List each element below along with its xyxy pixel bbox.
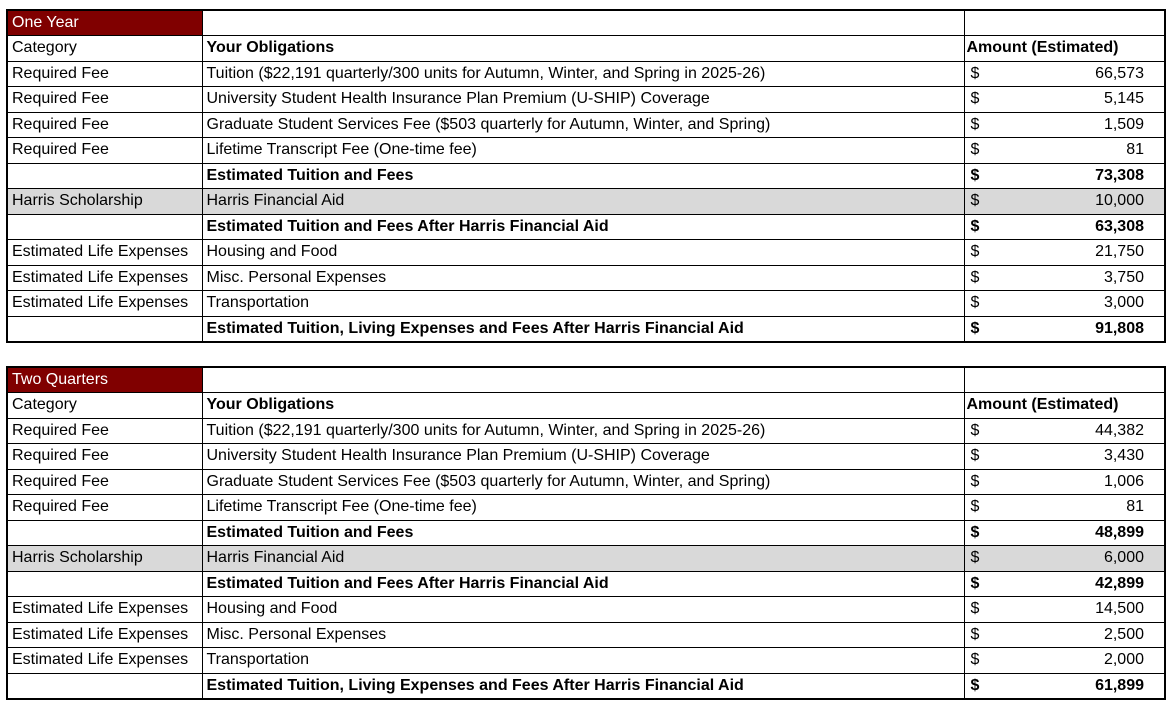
currency-cell: $ xyxy=(964,112,990,138)
one-year-table xyxy=(6,9,1166,343)
category-cell: Estimated Life Expenses xyxy=(7,648,202,674)
amount-cell: 81 xyxy=(990,495,1165,521)
amount-cell: 3,430 xyxy=(990,444,1165,470)
obligation-cell: University Student Health Insurance Plan Premium (U-SHIP) Coverage xyxy=(202,87,964,113)
amount-cell: 21,750 xyxy=(990,240,1165,266)
header-row xyxy=(7,36,1165,62)
amount-cell: 10,000 xyxy=(990,189,1165,215)
amount-cell: 42,899 xyxy=(990,571,1165,597)
category-header: Category xyxy=(7,36,202,62)
title-row-blank xyxy=(202,10,964,36)
obligation-cell: Graduate Student Services Fee ($503 quarterly for Autumn, Winter, and Spring) xyxy=(202,469,964,495)
obligations-header: Your Obligations xyxy=(202,36,964,62)
two-quarters-table-body xyxy=(7,367,1165,699)
obligation-cell: Graduate Student Services Fee ($503 quarterly for Autumn, Winter, and Spring) xyxy=(202,112,964,138)
currency-cell: $ xyxy=(964,444,990,470)
title-row xyxy=(7,10,1165,36)
category-cell: Required Fee xyxy=(7,418,202,444)
category-cell xyxy=(7,163,202,189)
category-cell: Required Fee xyxy=(7,495,202,521)
category-cell: Harris Scholarship xyxy=(7,189,202,215)
table-row xyxy=(7,87,1165,113)
category-cell: Estimated Life Expenses xyxy=(7,597,202,623)
amount-cell: 66,573 xyxy=(990,61,1165,87)
obligation-cell: Estimated Tuition, Living Expenses and Fees After Harris Financial Aid xyxy=(202,673,964,699)
obligation-cell: Harris Financial Aid xyxy=(202,189,964,215)
obligation-cell: Tuition ($22,191 quarterly/300 units for Autumn, Winter, and Spring in 2025-26) xyxy=(202,418,964,444)
amount-cell: 1,006 xyxy=(990,469,1165,495)
category-cell: Required Fee xyxy=(7,87,202,113)
total-row xyxy=(7,520,1165,546)
currency-cell: $ xyxy=(964,648,990,674)
category-cell: Estimated Life Expenses xyxy=(7,265,202,291)
amount-cell: 73,308 xyxy=(990,163,1165,189)
total-row xyxy=(7,316,1165,342)
currency-cell: $ xyxy=(964,571,990,597)
two-quarters-table xyxy=(6,366,1166,700)
table-title: Two Quarters xyxy=(7,367,202,393)
currency-cell: $ xyxy=(964,189,990,215)
table-row xyxy=(7,597,1165,623)
amount-cell: 6,000 xyxy=(990,546,1165,572)
currency-cell: $ xyxy=(964,418,990,444)
currency-cell: $ xyxy=(964,61,990,87)
currency-cell: $ xyxy=(964,597,990,623)
header-row xyxy=(7,393,1165,419)
category-header: Category xyxy=(7,393,202,419)
obligation-cell: Transportation xyxy=(202,291,964,317)
currency-cell: $ xyxy=(964,316,990,342)
obligation-cell: Misc. Personal Expenses xyxy=(202,265,964,291)
category-cell xyxy=(7,571,202,597)
table-row xyxy=(7,444,1165,470)
category-cell: Required Fee xyxy=(7,61,202,87)
table-row xyxy=(7,469,1165,495)
category-cell: Estimated Life Expenses xyxy=(7,240,202,266)
category-cell xyxy=(7,673,202,699)
currency-cell: $ xyxy=(964,520,990,546)
category-cell: Required Fee xyxy=(7,444,202,470)
obligation-cell: Estimated Tuition and Fees xyxy=(202,163,964,189)
table-row xyxy=(7,648,1165,674)
table-row xyxy=(7,112,1165,138)
table-row xyxy=(7,418,1165,444)
category-cell: Harris Scholarship xyxy=(7,546,202,572)
category-cell xyxy=(7,214,202,240)
table-row xyxy=(7,61,1165,87)
currency-cell: $ xyxy=(964,546,990,572)
amount-cell: 1,509 xyxy=(990,112,1165,138)
title-row-blank-amount xyxy=(964,367,1165,393)
amount-cell: 3,750 xyxy=(990,265,1165,291)
currency-cell: $ xyxy=(964,673,990,699)
obligation-cell: Estimated Tuition and Fees After Harris Financial Aid xyxy=(202,214,964,240)
obligation-cell: Lifetime Transcript Fee (One-time fee) xyxy=(202,495,964,521)
amount-cell: 3,000 xyxy=(990,291,1165,317)
currency-cell: $ xyxy=(964,469,990,495)
currency-cell: $ xyxy=(964,240,990,266)
title-row-blank-amount xyxy=(964,10,1165,36)
title-row xyxy=(7,367,1165,393)
obligation-cell: Harris Financial Aid xyxy=(202,546,964,572)
obligation-cell: University Student Health Insurance Plan Premium (U-SHIP) Coverage xyxy=(202,444,964,470)
table-row xyxy=(7,189,1165,215)
obligation-cell: Housing and Food xyxy=(202,240,964,266)
obligations-header: Your Obligations xyxy=(202,393,964,419)
total-row xyxy=(7,214,1165,240)
amount-cell: 48,899 xyxy=(990,520,1165,546)
currency-cell: $ xyxy=(964,87,990,113)
currency-cell: $ xyxy=(964,214,990,240)
table-row xyxy=(7,495,1165,521)
table-row xyxy=(7,546,1165,572)
table-row xyxy=(7,138,1165,164)
category-cell: Required Fee xyxy=(7,469,202,495)
obligation-cell: Estimated Tuition and Fees After Harris Financial Aid xyxy=(202,571,964,597)
table-row xyxy=(7,265,1165,291)
category-cell: Required Fee xyxy=(7,112,202,138)
obligation-cell: Misc. Personal Expenses xyxy=(202,622,964,648)
category-cell: Required Fee xyxy=(7,138,202,164)
amount-header: Amount (Estimated) xyxy=(964,393,1165,419)
amount-cell: 81 xyxy=(990,138,1165,164)
amount-cell: 5,145 xyxy=(990,87,1165,113)
amount-cell: 2,000 xyxy=(990,648,1165,674)
amount-header: Amount (Estimated) xyxy=(964,36,1165,62)
category-cell xyxy=(7,520,202,546)
amount-cell: 91,808 xyxy=(990,316,1165,342)
obligation-cell: Transportation xyxy=(202,648,964,674)
table-title: One Year xyxy=(7,10,202,36)
amount-cell: 61,899 xyxy=(990,673,1165,699)
obligation-cell: Estimated Tuition, Living Expenses and Fees After Harris Financial Aid xyxy=(202,316,964,342)
currency-cell: $ xyxy=(964,622,990,648)
currency-cell: $ xyxy=(964,163,990,189)
currency-cell: $ xyxy=(964,291,990,317)
one-year-table-body xyxy=(7,10,1165,342)
total-row xyxy=(7,673,1165,699)
amount-cell: 14,500 xyxy=(990,597,1165,623)
total-row xyxy=(7,571,1165,597)
table-row xyxy=(7,240,1165,266)
amount-cell: 63,308 xyxy=(990,214,1165,240)
amount-cell: 44,382 xyxy=(990,418,1165,444)
amount-cell: 2,500 xyxy=(990,622,1165,648)
obligation-cell: Estimated Tuition and Fees xyxy=(202,520,964,546)
title-row-blank xyxy=(202,367,964,393)
table-row xyxy=(7,622,1165,648)
obligation-cell: Housing and Food xyxy=(202,597,964,623)
category-cell: Estimated Life Expenses xyxy=(7,622,202,648)
currency-cell: $ xyxy=(964,265,990,291)
currency-cell: $ xyxy=(964,495,990,521)
table-row xyxy=(7,291,1165,317)
obligation-cell: Lifetime Transcript Fee (One-time fee) xyxy=(202,138,964,164)
obligation-cell: Tuition ($22,191 quarterly/300 units for Autumn, Winter, and Spring in 2025-26) xyxy=(202,61,964,87)
category-cell: Estimated Life Expenses xyxy=(7,291,202,317)
total-row xyxy=(7,163,1165,189)
category-cell xyxy=(7,316,202,342)
currency-cell: $ xyxy=(964,138,990,164)
